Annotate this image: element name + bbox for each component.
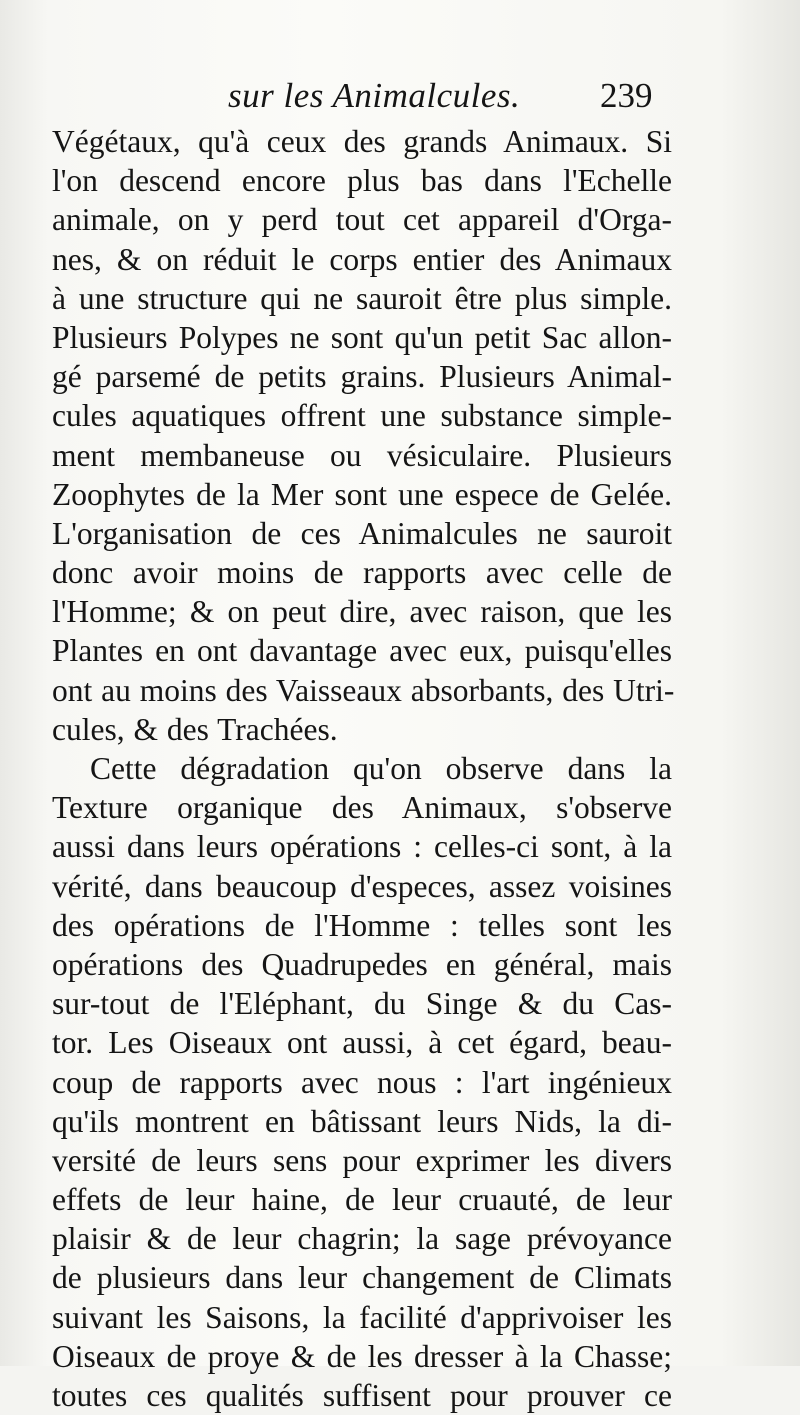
text-line: ont au moins des Vaisseaux absorbants, des Utri-: [52, 672, 675, 708]
text-line: ment membaneuse ou vésiculaire. Plusieurs: [52, 437, 672, 473]
text-line: suivant les Saisons, la facilité d'apprivoiser les: [52, 1299, 672, 1335]
text-line: vérité, dans beaucoup d'especes, assez voisines: [52, 868, 672, 904]
text-line: opérations des Quadrupedes en général, mais: [52, 946, 672, 982]
text-line: l'Homme; & on peut dire, avec raison, que les: [52, 594, 672, 630]
text-line: Zoophytes de la Mer sont une espece de Gelée.: [52, 476, 672, 512]
text-line: à une structure qui ne sauroit être plus simple.: [52, 280, 672, 316]
text-line: toutes ces qualités suffisent pour prouver ce: [52, 1378, 672, 1413]
text-line: plaisir & de leur chagrin; la sage prévoyance: [52, 1221, 672, 1257]
text-line: de plusieurs dans leur changement de Climats: [52, 1260, 672, 1296]
text-line: Plantes en ont davantage avec eux, puisqu'elles: [52, 633, 672, 669]
text-line: donc avoir moins de rapports avec celle de: [52, 555, 672, 591]
text-line: aussi dans leurs opérations : celles-ci sont, à la: [52, 829, 672, 865]
text-line: cules, & des Trachées.: [52, 711, 338, 747]
paragraph-1: [52, 122, 675, 749]
text-line: animale, on y perd tout cet appareil d'Orga-: [52, 202, 672, 238]
text-line: coup de rapports avec nous : l'art ingénieux: [52, 1064, 672, 1100]
text-line: L'organisation de ces Animalcules ne sauroit: [52, 515, 672, 551]
text-line: Végétaux, qu'à ceux des grands Animaux. Si: [52, 124, 672, 159]
text-line: l'on descend encore plus bas dans l'Echelle: [52, 163, 672, 199]
text-line: qu'ils montrent en bâtissant leurs Nids, la di-: [52, 1103, 672, 1139]
text-line: effets de leur haine, de leur cruauté, de leur: [52, 1182, 672, 1218]
text-line: nes, & on réduit le corps entier des Animaux: [52, 241, 672, 277]
running-head: [0, 76, 800, 126]
text-line: Plusieurs Polypes ne sont qu'un petit Sac allon-: [52, 319, 672, 355]
running-title: sur les Animalcules.: [228, 76, 521, 115]
text-line: gé parsemé de petits grains. Plusieurs Animal-: [52, 359, 672, 395]
paragraph-2: [52, 749, 672, 1415]
body-text: [52, 122, 675, 1415]
text-line: des opérations de l'Homme : telles sont les: [52, 907, 672, 943]
text-line: Cette dégradation qu'on observe dans la: [90, 751, 672, 786]
text-line: Oiseaux de proye & de les dresser à la Chasse;: [52, 1338, 672, 1374]
text-line: sur-tout de l'Eléphant, du Singe & du Cas-: [52, 986, 672, 1022]
text-line: tor. Les Oiseaux ont aussi, à cet égard, beau-: [52, 1025, 672, 1061]
text-line: versité de leurs sens pour exprimer les divers: [52, 1142, 672, 1178]
text-line: cules aquatiques offrent une substance simple-: [52, 398, 672, 434]
page-number: 239: [600, 76, 653, 115]
text-line: Texture organique des Animaux, s'observe: [52, 790, 672, 826]
